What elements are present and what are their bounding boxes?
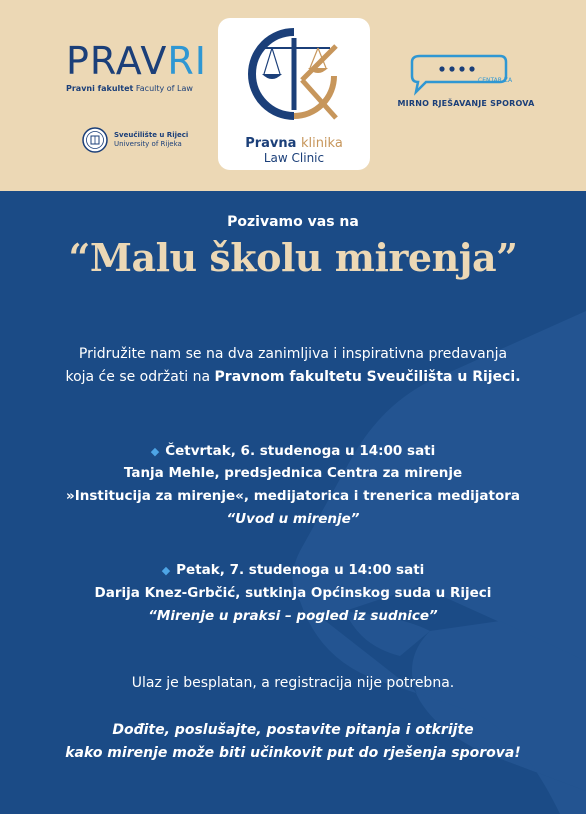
university-name <box>114 131 188 149</box>
header-band <box>0 0 586 191</box>
event-1-date <box>0 443 586 459</box>
event-2-talk: “Mirenje u praksi – pogled iz sudnice” <box>148 608 438 624</box>
event-1-date-text: Četvrtak, 6. studenoga u 14:00 sati <box>165 443 436 459</box>
event-title: “Malu školu mirenja” <box>68 235 518 280</box>
faculty-name <box>66 84 206 94</box>
diamond-bullet-icon: ◆ <box>161 564 171 577</box>
event-2-speaker: Darija Knez-Grbčić, sutkinja Općinskog suda u Rijeci <box>94 585 492 601</box>
event-2-date <box>0 562 586 578</box>
clinic-name-en: Law Clinic <box>263 151 325 165</box>
faculty-wordmark <box>66 40 206 82</box>
entry-info: Ulaz je besplatan, a registracija nije potrebna. <box>131 675 455 691</box>
closing-line-1: Dođite, poslušajte, postavite pitanja i otkrijte <box>112 722 474 738</box>
faculty-logo <box>66 40 206 160</box>
intro-line-2-bold: Pravnom fakultetu Sveučilišta u Rijeci. <box>214 369 521 385</box>
clinic-name-word2: klinika <box>300 136 343 151</box>
faculty-name-en: Faculty of Law <box>135 84 193 93</box>
scales-of-justice-icon <box>218 18 370 136</box>
event-1-role: »Institucija za mirenje«, medijatorica i trenerica medijatora <box>65 488 520 504</box>
law-clinic-logo <box>218 18 370 170</box>
university-name-hr: Sveučilište u Rijeci <box>114 131 189 139</box>
intro-line-2-plain: koja će se održati na <box>65 369 215 385</box>
clinic-name <box>218 136 370 151</box>
university-name-en: University of Rijeka <box>114 140 182 148</box>
closing-line-2: kako mirenje može biti učinkovit put do rješenja sporova! <box>65 745 521 761</box>
faculty-name-hr: Pravni fakultet <box>66 84 134 93</box>
wordmark-part1: PRAV <box>66 39 168 83</box>
invite-line: Pozivamo vas na <box>227 214 359 230</box>
intro-line-1: Pridružite nam se na dva zanimljiva i inspirativna predavanja <box>78 346 508 362</box>
centre-label-main: MIRNO RJEŠAVANJE SPOROVA <box>397 99 535 108</box>
event-2-date-text: Petak, 7. studenoga u 14:00 sati <box>176 562 425 578</box>
university-seal-icon <box>82 127 108 153</box>
event-1-speaker: Tanja Mehle, predsjednica Centra za mirenje <box>123 465 463 481</box>
speech-bubble-icon <box>386 50 546 100</box>
wordmark-part2: RI <box>167 39 207 83</box>
clinic-name-word1: Pravna <box>245 136 297 151</box>
event-1-talk: “Uvod u mirenje” <box>226 511 360 527</box>
centre-label-small: CENTAR ZA <box>478 77 513 84</box>
intro-line-2 <box>0 369 586 385</box>
diamond-bullet-icon: ◆ <box>150 445 160 458</box>
mediation-centre-logo <box>386 50 546 120</box>
university-block <box>82 127 188 153</box>
